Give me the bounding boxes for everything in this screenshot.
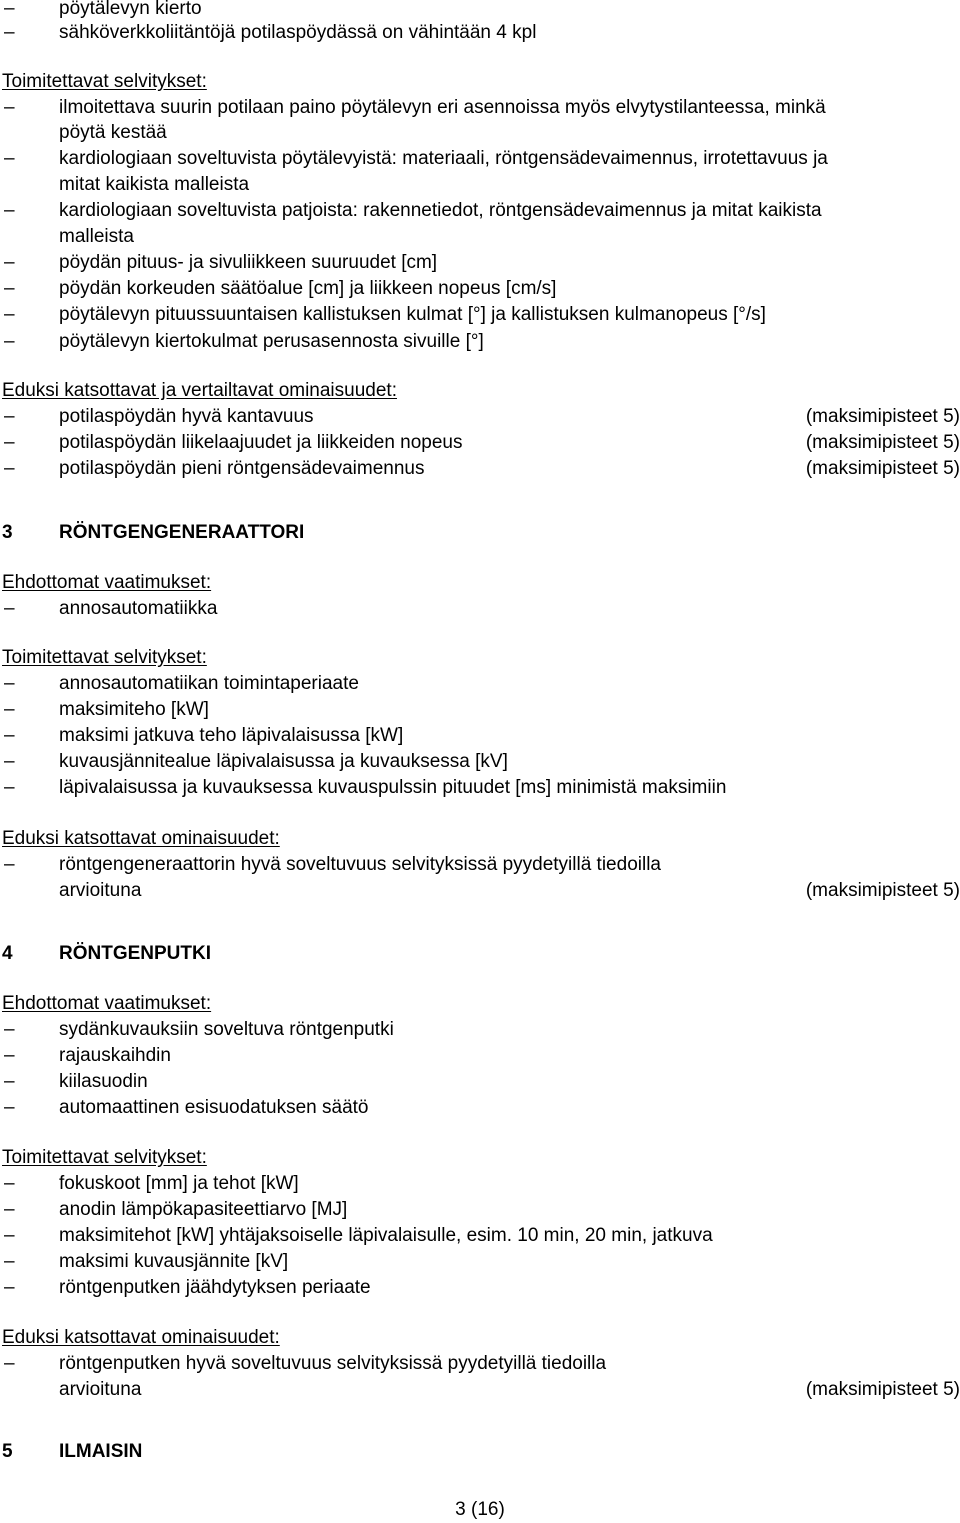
- list-item-text: sähköverkkoliitäntöjä potilaspöydässä on vähintään 4 kpl: [59, 22, 537, 43]
- list-item-text: rajauskaihdin: [59, 1045, 171, 1066]
- list-item: [0, 775, 960, 801]
- section-title: RÖNTGENPUTKI: [59, 943, 211, 964]
- list-item: [0, 749, 960, 775]
- list-item-text: maksimitehot [kW] yhtäjaksoiselle läpivalaisulle, esim. 10 min, 20 min, jatkuva: [59, 1225, 713, 1246]
- list-item-text: potilaspöydän hyvä kantavuus: [59, 406, 314, 427]
- list-item: [0, 1351, 960, 1377]
- section-number: 5: [2, 1441, 13, 1462]
- subsection-heading: [0, 570, 960, 596]
- list-item: [0, 1095, 960, 1121]
- subsection-heading: [0, 1145, 960, 1171]
- list-item: [0, 146, 960, 172]
- list-item-text: kardiologiaan soveltuvista patjoista: rakennetiedot, röntgensädevaimennus ja mitat kaikista: [59, 200, 822, 221]
- list-item: [0, 404, 960, 430]
- list-item: [0, 596, 960, 622]
- dash-bullet: –: [4, 699, 15, 720]
- list-item-text: pöytälevyn kierto: [59, 0, 202, 19]
- page-footer: [0, 1497, 960, 1523]
- dash-bullet: –: [4, 1251, 15, 1272]
- list-item-text: annosautomatiikan toimintaperiaate: [59, 673, 359, 694]
- list-item: [0, 1171, 960, 1197]
- max-points-label: (maksimipisteet 5): [805, 880, 960, 901]
- dash-bullet: –: [4, 200, 15, 221]
- list-item-text: kiilasuodin: [59, 1071, 148, 1092]
- list-item: [0, 1197, 960, 1223]
- dash-bullet: –: [4, 1097, 15, 1118]
- subsection-heading: [0, 1325, 960, 1351]
- list-item-text: malleista: [59, 226, 134, 247]
- list-item: [0, 1069, 960, 1095]
- dash-bullet: –: [4, 1225, 15, 1246]
- list-item-continuation: [0, 224, 960, 250]
- list-item-text: läpivalaisussa ja kuvauksessa kuvauspulssin pituudet [ms] minimistä maksimiin: [59, 777, 727, 798]
- dash-bullet: –: [4, 304, 15, 325]
- subsection-heading: [0, 826, 960, 852]
- list-item-text: annosautomatiikka: [59, 598, 218, 619]
- list-item-text: pöytä kestää: [59, 122, 167, 143]
- subsection-heading-text: Ehdottomat vaatimukset:: [2, 993, 212, 1014]
- dash-bullet: –: [4, 406, 15, 427]
- dash-bullet: –: [4, 598, 15, 619]
- max-points-label: (maksimipisteet 5): [805, 1379, 960, 1400]
- list-item: [0, 852, 960, 878]
- dash-bullet: –: [4, 331, 15, 352]
- list-item: [0, 250, 960, 276]
- list-item-text: kardiologiaan soveltuvista pöytälevyistä: materiaali, röntgensädevaimennus, irrotettavuus ja: [59, 148, 828, 169]
- list-item-text: maksimi kuvausjännite [kV]: [59, 1251, 289, 1272]
- list-item: [0, 430, 960, 456]
- list-item-text: ilmoitettava suurin potilaan paino pöytälevyn eri asennoissa myös elvytystilanteessa, minkä: [59, 97, 826, 118]
- section-number: 4: [2, 943, 13, 964]
- list-item-text: röntgengeneraattorin hyvä soveltuvuus selvityksissä pyydetyillä tiedoilla: [59, 854, 661, 875]
- subsection-heading-text: Eduksi katsottavat ominaisuudet:: [2, 1327, 280, 1348]
- subsection-heading-text: Eduksi katsottavat ja vertailtavat ominaisuudet:: [2, 380, 397, 401]
- list-item-text: arvioituna: [59, 1379, 142, 1400]
- list-item: [0, 329, 960, 355]
- subsection-heading: [0, 991, 960, 1017]
- list-item: [0, 723, 960, 749]
- list-item: [0, 302, 960, 328]
- section-heading: [0, 1439, 960, 1465]
- list-item: [0, 276, 960, 302]
- list-item-text: maksimiteho [kW]: [59, 699, 209, 720]
- list-item-text: kuvausjännitealue läpivalaisussa ja kuvauksessa [kV]: [59, 751, 508, 772]
- list-item: [0, 456, 960, 482]
- subsection-heading-text: Toimitettavat selvitykset:: [2, 71, 207, 92]
- list-item-text: maksimi jatkuva teho läpivalaisussa [kW]: [59, 725, 404, 746]
- list-item: [0, 20, 960, 46]
- dash-bullet: –: [4, 1019, 15, 1040]
- list-item-text: anodin lämpökapasiteettiarvo [MJ]: [59, 1199, 348, 1220]
- list-item-text: pöytälevyn kiertokulmat perusasennosta sivuille [°]: [59, 331, 484, 352]
- page-number: 3 (16): [455, 1499, 505, 1520]
- list-item-text: pöydän pituus- ja sivuliikkeen suuruudet [cm]: [59, 252, 438, 273]
- section-title: RÖNTGENGENERAATTORI: [59, 522, 305, 543]
- dash-bullet: –: [4, 1045, 15, 1066]
- list-item: [0, 1017, 960, 1043]
- dash-bullet: –: [4, 854, 15, 875]
- list-item-text: potilaspöydän pieni röntgensädevaimennus: [59, 458, 425, 479]
- list-item-text: sydänkuvauksiin soveltuva röntgenputki: [59, 1019, 394, 1040]
- list-item: [0, 671, 960, 697]
- section-heading: [0, 941, 960, 967]
- dash-bullet: –: [4, 97, 15, 118]
- max-points-label: (maksimipisteet 5): [805, 458, 960, 479]
- dash-bullet: –: [4, 725, 15, 746]
- section-heading: [0, 520, 960, 546]
- dash-bullet: –: [4, 458, 15, 479]
- list-item: [0, 697, 960, 723]
- max-points-label: (maksimipisteet 5): [805, 432, 960, 453]
- list-item-text: pöytälevyn pituussuuntaisen kallistuksen kulmat [°] ja kallistuksen kulmanopeus [°/s]: [59, 304, 766, 325]
- list-item-text: röntgenputken hyvä soveltuvuus selvityksissä pyydetyillä tiedoilla: [59, 1353, 607, 1374]
- list-item: [0, 95, 960, 121]
- list-item: [0, 198, 960, 224]
- dash-bullet: –: [4, 673, 15, 694]
- dash-bullet: –: [4, 432, 15, 453]
- dash-bullet: –: [4, 1353, 15, 1374]
- subsection-heading: [0, 645, 960, 671]
- dash-bullet: –: [4, 777, 15, 798]
- list-item-text: potilaspöydän liikelaajuudet ja liikkeiden nopeus: [59, 432, 463, 453]
- list-item-continuation: [0, 878, 960, 904]
- list-item-text: automaattinen esisuodatuksen säätö: [59, 1097, 369, 1118]
- subsection-heading-text: Ehdottomat vaatimukset:: [2, 572, 212, 593]
- section-number: 3: [2, 522, 13, 543]
- subsection-heading-text: Toimitettavat selvitykset:: [2, 647, 207, 668]
- list-item-text: arvioituna: [59, 880, 142, 901]
- list-item-text: mitat kaikista malleista: [59, 174, 250, 195]
- list-item-text: fokuskoot [mm] ja tehot [kW]: [59, 1173, 299, 1194]
- list-item: [0, 1275, 960, 1301]
- dash-bullet: –: [4, 1199, 15, 1220]
- subsection-heading: [0, 69, 960, 95]
- list-item-continuation: [0, 172, 960, 198]
- list-item: [0, 1223, 960, 1249]
- list-item-continuation: [0, 1377, 960, 1403]
- subsection-heading-text: Eduksi katsottavat ominaisuudet:: [2, 828, 280, 849]
- dash-bullet: –: [4, 278, 15, 299]
- dash-bullet: –: [4, 22, 15, 43]
- subsection-heading-text: Toimitettavat selvitykset:: [2, 1147, 207, 1168]
- dash-bullet: –: [4, 1277, 15, 1298]
- dash-bullet: –: [4, 1071, 15, 1092]
- dash-bullet: –: [4, 252, 15, 273]
- list-item: [0, 1249, 960, 1275]
- list-item: [0, 0, 960, 22]
- dash-bullet: –: [4, 1173, 15, 1194]
- dash-bullet: –: [4, 751, 15, 772]
- section-title: ILMAISIN: [59, 1441, 143, 1462]
- dash-bullet: –: [4, 0, 15, 19]
- list-item: [0, 1043, 960, 1069]
- list-item-text: röntgenputken jäähdytyksen periaate: [59, 1277, 371, 1298]
- dash-bullet: –: [4, 148, 15, 169]
- subsection-heading: [0, 378, 960, 404]
- list-item-text: pöydän korkeuden säätöalue [cm] ja liikkeen nopeus [cm/s]: [59, 278, 557, 299]
- list-item-continuation: [0, 120, 960, 146]
- max-points-label: (maksimipisteet 5): [805, 406, 960, 427]
